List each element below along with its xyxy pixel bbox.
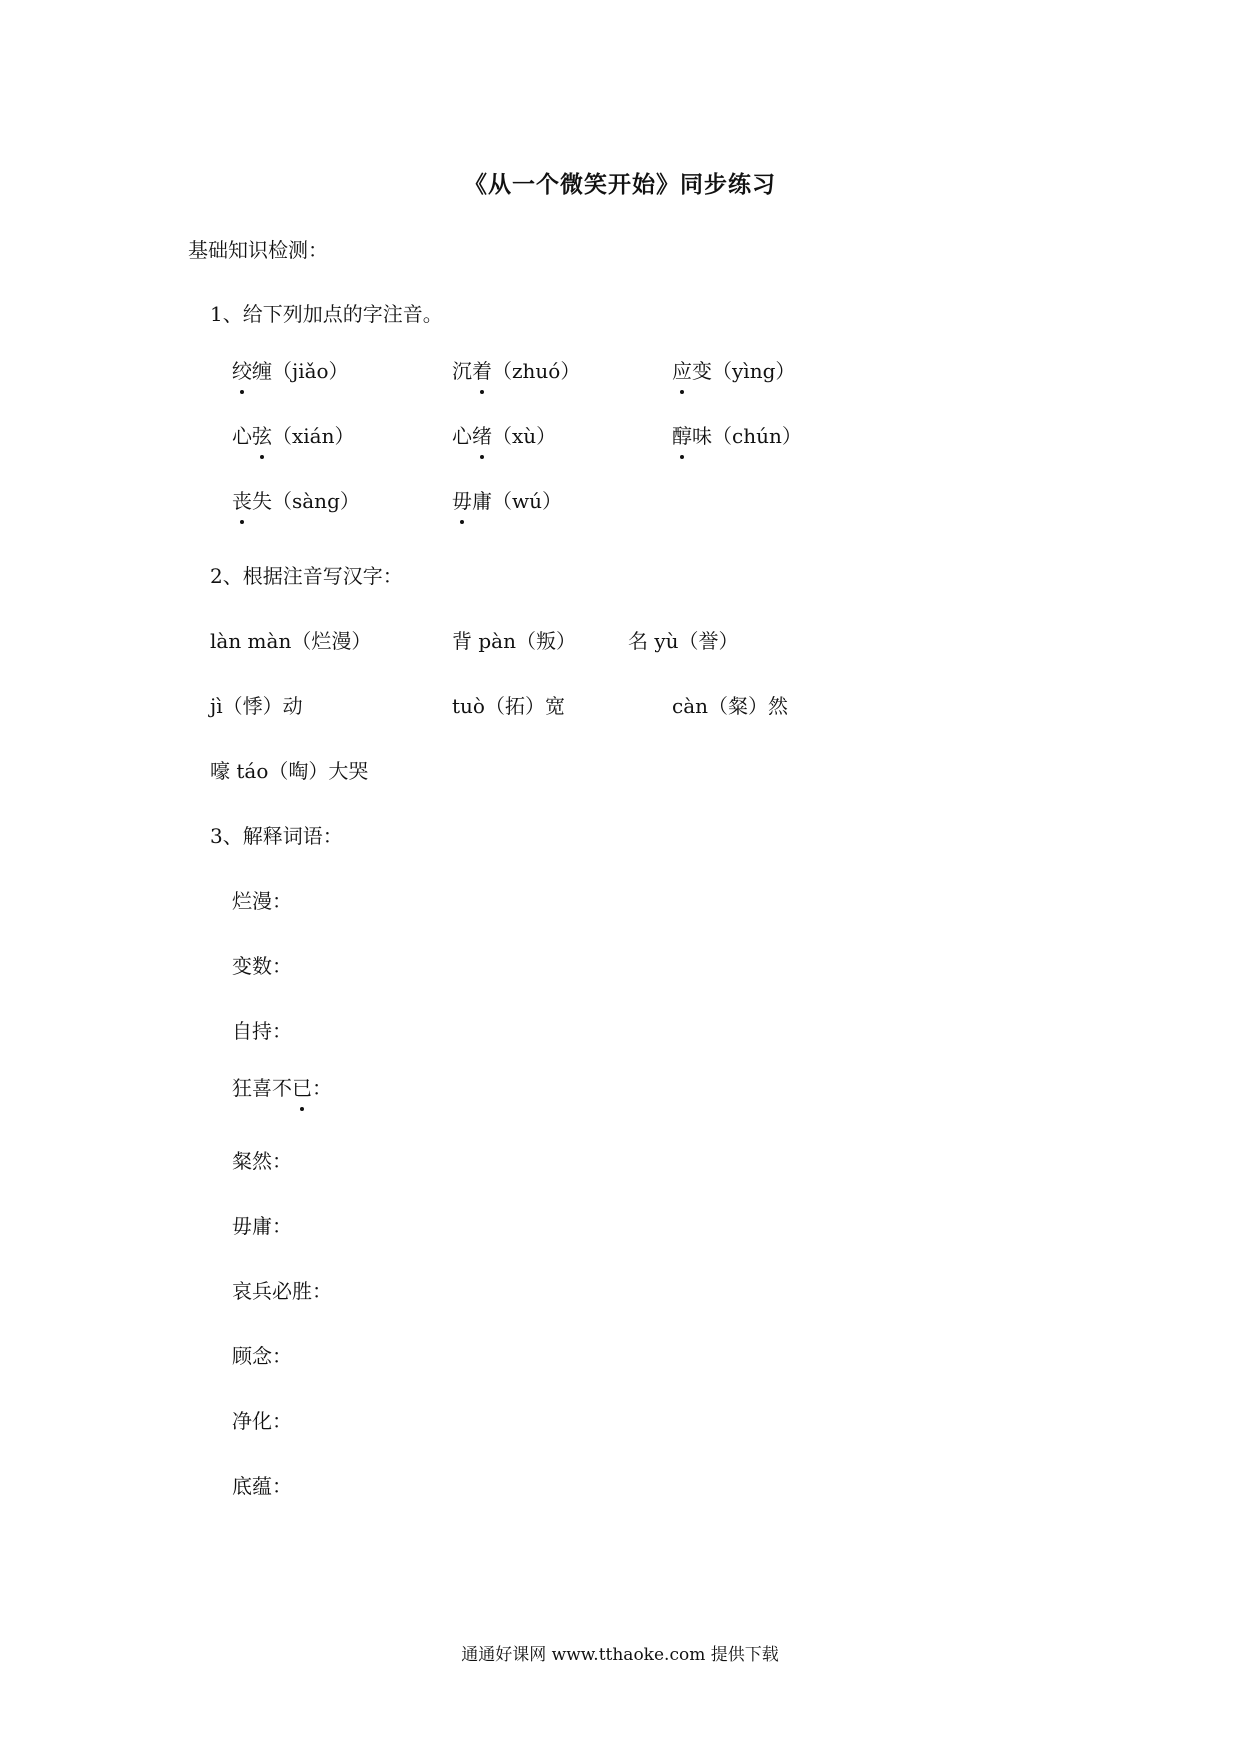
page-title: 《从一个微笑开始》同步练习 <box>464 172 776 198</box>
q3-prompt: 3、解释词语： <box>210 824 343 848</box>
q1-item: 沉着 （zhuó） <box>452 357 580 385</box>
q2-item: 名 yù（誉） <box>628 629 739 653</box>
emphasis-dot <box>680 455 684 459</box>
q2-prompt: 2、根据注音写汉字： <box>210 564 403 588</box>
emphasis-dot <box>680 390 684 394</box>
q3-term: 哀兵必胜： <box>232 1279 332 1303</box>
q3-term: 变数： <box>232 954 292 978</box>
section-heading: 基础知识检测： <box>188 238 328 262</box>
q1-item: 心弦 （xián） <box>232 422 354 450</box>
q3-term: 自持： <box>232 1019 292 1043</box>
emphasis-dot <box>260 455 264 459</box>
q3-term: 狂喜不已 ： <box>232 1074 332 1102</box>
q2-item: jì（悸）动 <box>210 694 303 718</box>
q1-item: 醇 味（chún） <box>672 422 802 450</box>
page-footer: 通通好课网 www.tthaoke.com 提供下载 <box>461 1645 779 1665</box>
q1-item: 绞 缠（jiǎo） <box>232 357 349 385</box>
q1-item: 应 变（yìng） <box>672 357 795 385</box>
q3-term: 顾念： <box>232 1344 292 1368</box>
q2-item: làn màn（烂漫） <box>210 629 372 653</box>
q1-prompt: 1、给下列加点的字注音。 <box>210 302 443 326</box>
q3-term: 烂漫： <box>232 889 292 913</box>
emphasis-dot <box>480 455 484 459</box>
q2-item: 嚎 táo（啕）大哭 <box>210 759 369 783</box>
emphasis-dot <box>300 1107 304 1111</box>
emphasis-dot <box>240 390 244 394</box>
q1-item: 丧 失（sàng） <box>232 487 360 515</box>
q1-item: 心绪 （xù） <box>452 422 556 450</box>
emphasis-dot <box>480 390 484 394</box>
q3-term: 底蕴： <box>232 1474 292 1498</box>
q2-item: tuò（拓）宽 <box>452 694 565 718</box>
q3-term: 毋庸： <box>232 1214 292 1238</box>
q2-item: 背 pàn（叛） <box>452 629 576 653</box>
q3-term: 净化： <box>232 1409 292 1433</box>
q2-item: càn（粲）然 <box>672 694 789 718</box>
q3-term: 粲然： <box>232 1149 292 1173</box>
emphasis-dot <box>240 520 244 524</box>
emphasis-dot <box>460 520 464 524</box>
q1-item: 毋 庸（wú） <box>452 487 562 515</box>
